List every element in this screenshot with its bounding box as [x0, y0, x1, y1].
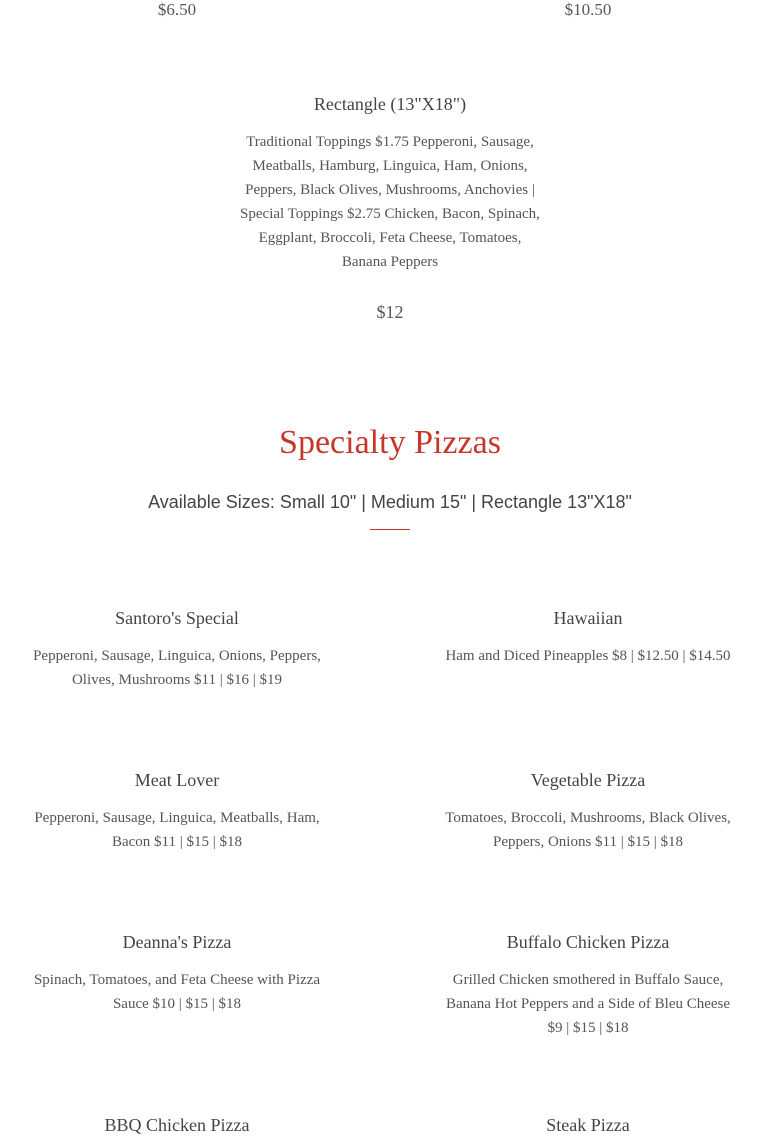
- menu-item-title: Steak Pizza: [546, 1115, 630, 1135]
- menu-item-title: Meat Lover: [134, 770, 220, 790]
- section-title: Specialty Pizzas: [279, 424, 501, 461]
- item-price: $10.50: [564, 0, 612, 19]
- menu-item-title: BBQ Chicken Pizza: [104, 1115, 250, 1135]
- menu-item-description: Grilled Chicken smothered in Buffalo Sauce, Banana Hot Peppers and a Side of Bleu Cheese $9 | $15 | $18: [445, 972, 731, 1036]
- menu-item-description: Tomatoes, Broccoli, Mushrooms, Black Olives, Peppers, Onions $11 | $15 | $18: [445, 810, 731, 850]
- section-divider: [370, 529, 410, 530]
- menu-item-description: Pepperoni, Sausage, Linguica, Onions, Peppers, Olives, Mushrooms $11 | $16 | $19: [33, 648, 321, 688]
- section-subtitle: Available Sizes: Small 10" | Medium 15" | Rectangle 13"X18": [148, 492, 632, 512]
- menu-item-title: Hawaiian: [553, 608, 623, 628]
- menu-item-title: Rectangle (13"X18"): [313, 94, 467, 114]
- menu-item-description: Pepperoni, Sausage, Linguica, Meatballs, Ham, Bacon $11 | $15 | $18: [34, 810, 320, 850]
- menu-item-title: Vegetable Pizza: [530, 770, 646, 790]
- menu-item-title: Buffalo Chicken Pizza: [506, 932, 670, 952]
- menu-item-title: Santoro's Special: [115, 608, 239, 628]
- menu-item-price: $12: [376, 302, 404, 322]
- menu-item-title: Deanna's Pizza: [122, 932, 232, 952]
- menu-item-description: Ham and Diced Pineapples $8 | $12.50 | $14.50: [445, 648, 731, 664]
- menu-item-description: Traditional Toppings $1.75 Pepperoni, Sausage, Meatballs, Hamburg, Linguica, Ham, Onions, Peppers, Black Olives, Mushrooms, Anchovies | Special Toppings $2.75 Chicken, Bacon, Spinach, Eggplant, Broccoli, Feta Cheese, Tomatoes, Banana Peppers: [240, 134, 540, 270]
- menu-item-description: Spinach, Tomatoes, and Feta Cheese with Pizza Sauce $10 | $15 | $18: [33, 972, 321, 1012]
- item-price: $6.50: [157, 0, 197, 19]
